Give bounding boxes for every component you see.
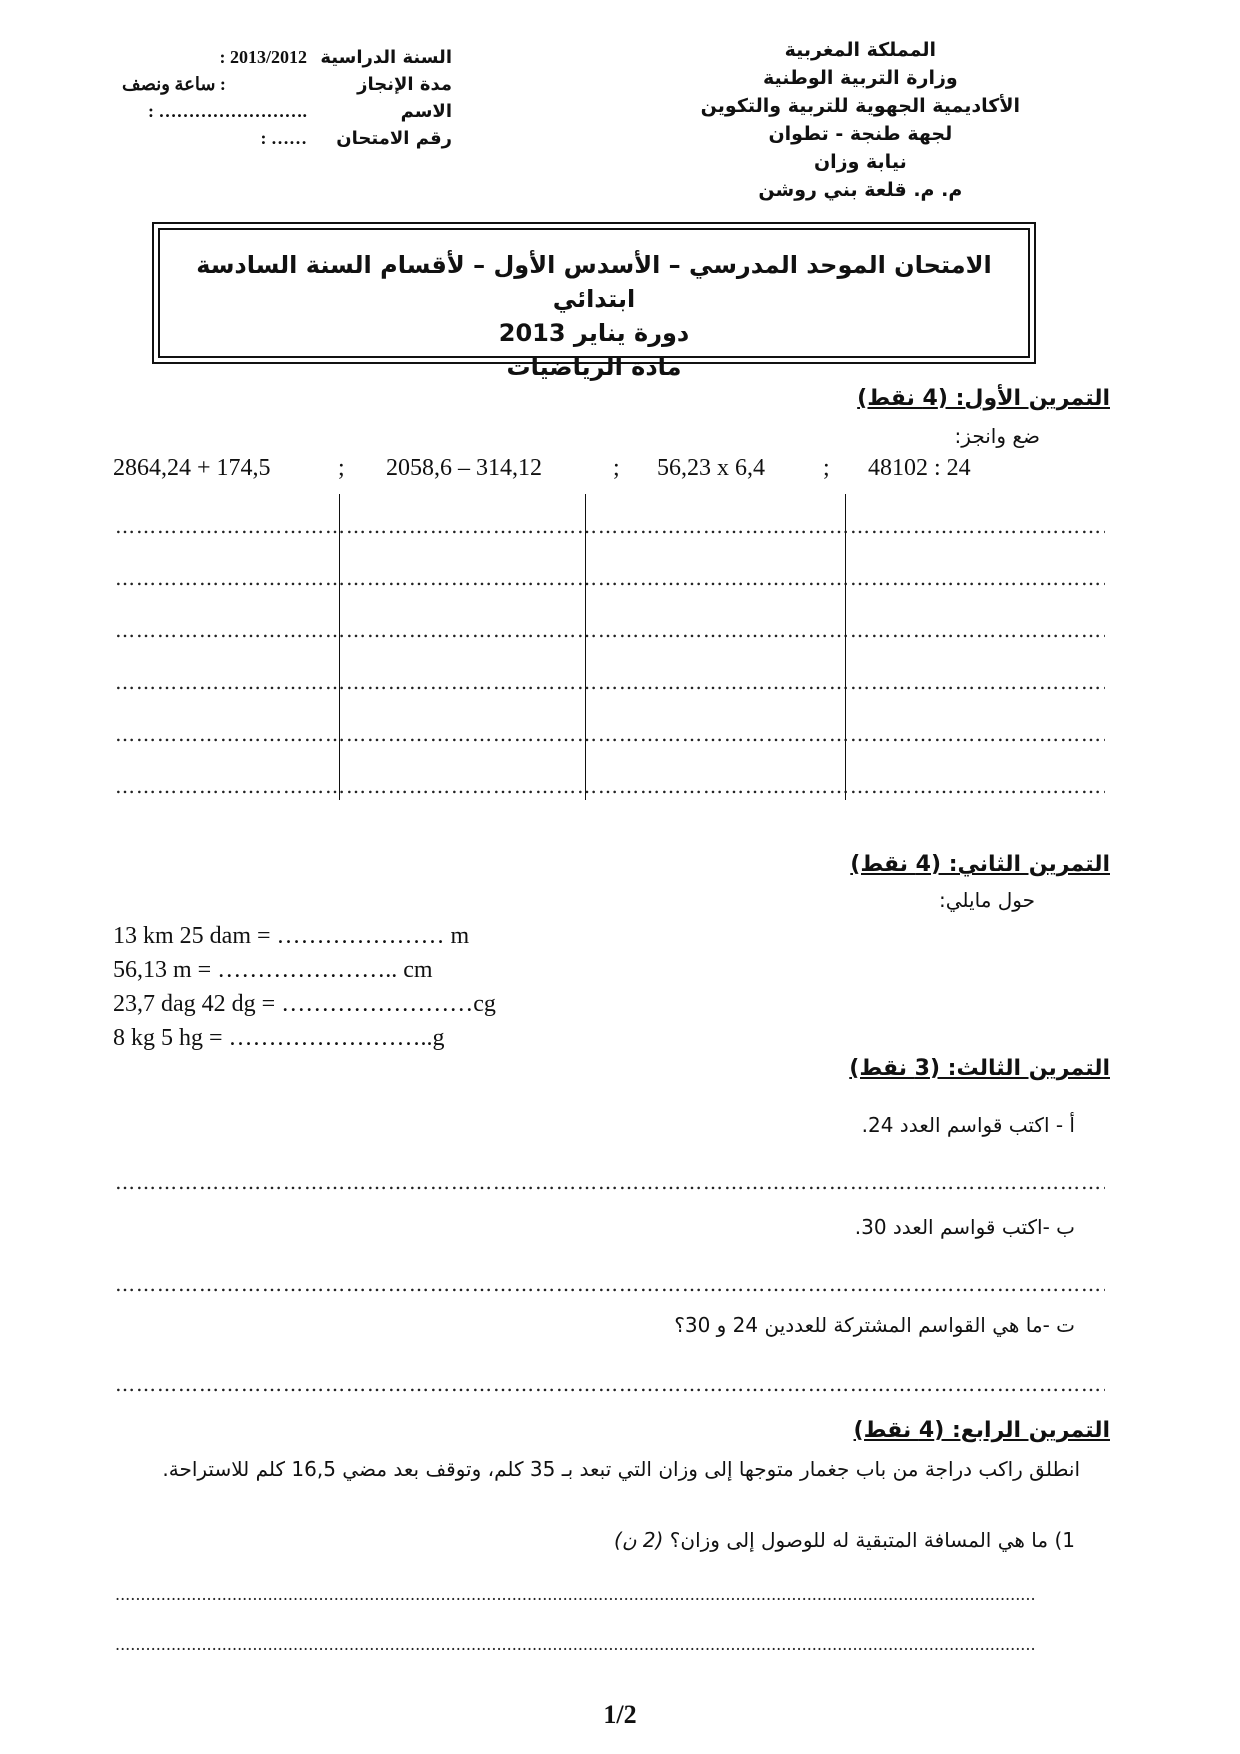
exercise-2-instruction: حول مايلي: [939,888,1035,912]
column-divider [585,494,586,800]
answer-line[interactable] [115,568,1105,588]
answer-line[interactable] [115,1374,1105,1394]
separator: ; [823,455,830,481]
conversion-line: 8 kg 5 hg = ……………………..g [113,1025,445,1051]
conversion-line: 56,13 m = ………………….. cm [113,957,433,983]
info-row-exam-number: : …… رقم الامتحان [260,128,452,149]
answer-line[interactable] [115,1636,1035,1654]
question-1-text: 1) ما هي المسافة المتبقية له للوصول إلى وزان؟ [669,1528,1075,1552]
page-number: 1/2 [603,1700,637,1729]
answer-line[interactable] [115,620,1105,640]
header-line-kingdom: المملكة المغربية [784,39,937,61]
operation-subtraction: 2058,6 – 314,12 [386,455,542,481]
separator: ; [613,455,620,481]
exam-title-box [152,222,1036,381]
column-divider [845,494,846,800]
exercise-1-instruction: ضع وانجز: [954,424,1040,448]
info-row-name: : ……………………. الاسم [148,101,452,122]
answer-line[interactable] [115,1274,1105,1294]
exam-title-inner-frame [158,228,1030,381]
answer-line[interactable] [115,1586,1035,1604]
exercise-3-title: التمرين الثالث: (3 نقط) [849,1056,1110,1081]
info-row-duration: : ساعة ونصف مدة الإنجاز [122,74,452,95]
exercise-3-question-a: أ - اكتب قواسم العدد 24. [861,1113,1075,1137]
separator: ; [338,455,345,481]
exercise-4-problem-text: انطلق راكب دراجة من باب جغمار متوجها إلى وزان التي تبعد بـ 35 كلم، وتوقف بعد مضي 16,5 كلم للاستراحة. [162,1457,1080,1481]
column-divider [339,494,340,800]
institution-header [701,36,1020,204]
exercise-1-title: التمرين الأول: (4 نقط) [857,386,1110,411]
answer-line[interactable] [115,516,1105,536]
exam-subject: مادة الرياضيات [506,353,682,381]
header-line-region: لجهة طنجة - تطوان [768,123,953,145]
info-row-year: : 2013/2012 السنة الدراسية [219,47,452,68]
header-line-delegation: نيابة وزان [813,151,907,173]
header-line-ministry: وزارة التربية الوطنية [762,67,958,89]
exercise-2-title: التمرين الثاني: (4 نقط) [850,852,1110,877]
operation-multiplication: 56,23 x 6,4 [657,455,765,481]
exam-title: الامتحان الموحد المدرسي – الأسدس الأول – لأقسام السنة السادسة ابتدائي [196,251,992,313]
answer-line[interactable] [115,1172,1105,1192]
answer-line[interactable] [115,776,1105,796]
conversion-line: 13 km 25 dam = ………………… m [113,923,470,949]
exercise-4-question-1 [614,1528,1075,1552]
exercise-4-title: التمرين الرابع: (4 نقط) [853,1418,1110,1443]
exam-info [122,44,452,152]
header-line-school: م. م. قلعة بني روشن [758,179,963,201]
operation-addition: 2864,24 + 174,5 [113,455,271,481]
answer-line[interactable] [115,724,1105,744]
header-line-academy: الأكاديمية الجهوية للتربية والتكوين [700,95,1020,117]
exercise-3-question-b: ب -اكتب قواسم العدد 30. [854,1215,1075,1239]
conversion-line: 23,7 dag 42 dg = ……………………cg [113,991,496,1017]
exam-session: دورة يناير 2013 [498,319,690,347]
operation-division: 48102 : 24 [868,455,971,481]
answer-line[interactable] [115,672,1105,692]
exercise-3-question-c: ت -ما هي القواسم المشتركة للعددين 24 و 30؟ [674,1313,1075,1337]
question-1-points: (2 ن) [614,1528,664,1552]
